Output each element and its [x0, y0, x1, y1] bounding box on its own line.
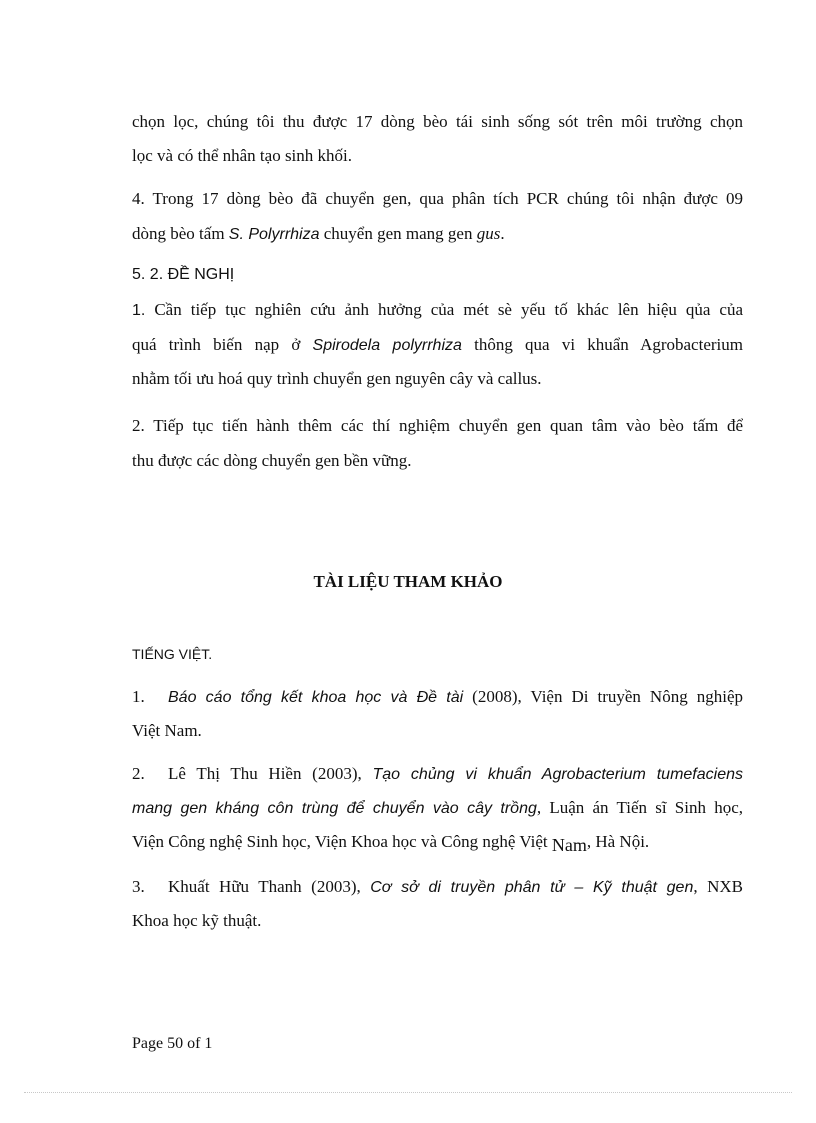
references-heading: TÀI LIỆU THAM KHẢO — [313, 572, 503, 591]
conclusion-4-line-1 — [132, 189, 743, 209]
reference-2-line-2 — [132, 798, 743, 818]
recommendation-2-line-1 — [132, 416, 743, 436]
section-title-recommendations: 5. 2. ĐỀ NGHỊ — [132, 266, 235, 283]
list-number: 1. — [132, 302, 146, 319]
text-run: 2. Tiếp tục tiến hành thêm các thí nghiệm chuyển gen quan tâm vào bèo tấm để — [132, 416, 743, 435]
reference-3-line-1 — [132, 877, 743, 897]
reference-number: 3. — [132, 877, 145, 896]
text-run: chọn lọc, chúng tôi thu được 17 dòng bèo tái sinh sống sót trên môi trường chọn — [132, 112, 743, 131]
text-run: Nam — [551, 835, 587, 855]
text-run: thu được các dòng chuyển gen bền vững. — [132, 451, 412, 470]
reference-1-line-2 — [132, 721, 743, 741]
reference-title: Báo cáo tổng kết khoa học và Đề tài — [168, 689, 464, 706]
text-run: , Hà Nội. — [586, 832, 650, 851]
page-footer: Page 50 of 1 — [132, 1035, 213, 1052]
recommendation-1-line-2 — [132, 335, 743, 355]
reference-number: 2. — [132, 764, 145, 783]
references-subheading: TIẾNG VIỆT. — [132, 646, 213, 662]
text-run: chuyển gen mang gen — [319, 224, 477, 243]
text-run: Khuất Hữu Thanh (2003), — [168, 877, 371, 896]
page-divider — [24, 1092, 792, 1093]
reference-1-line-1 — [132, 687, 743, 707]
species-name: Spirodela polyrrhiza — [312, 337, 462, 354]
gene-name: gus — [476, 224, 501, 243]
text-run: dòng bèo tấm — [132, 224, 229, 243]
text-run: , Luận án Tiến sĩ Sinh học, — [536, 798, 744, 817]
text-run: Lê Thị Thu Hiền (2003), — [168, 764, 373, 783]
text-run: Viện Công nghệ Sinh học, Viện Khoa học và Công nghệ Việt — [132, 832, 552, 851]
text-run: Cần tiếp tục nghiên cứu ảnh hưởng của mét sè yếu tố khác lên hiệu qủa của — [145, 300, 743, 319]
reference-2-line-1 — [132, 764, 743, 784]
text-run: . — [500, 224, 505, 243]
conclusion-4-line-2 — [132, 224, 743, 244]
conclusion-3-line-2 — [132, 146, 743, 166]
text-run: Khoa học kỹ thuật. — [132, 911, 262, 930]
recommendation-1-line-1 — [132, 300, 743, 320]
text-run: (2008), Viện Di truyền Nông nghiệp — [463, 687, 743, 706]
text-run: nhằm tối ưu hoá quy trình chuyển gen nguyên cây và callus. — [132, 369, 542, 388]
conclusion-3-line-1 — [132, 112, 743, 132]
reference-number: 1. — [132, 687, 145, 706]
text-run: Việt Nam. — [132, 721, 202, 740]
text-run: lọc và có thể nhân tạo sinh khối. — [132, 146, 353, 165]
recommendation-2-line-2 — [132, 451, 743, 471]
text-run: , NXB — [693, 877, 743, 896]
reference-3-line-2 — [132, 911, 743, 931]
reference-2-line-3 — [132, 831, 743, 853]
reference-title: Tạo chủng vi khuẩn Agrobacterium tumefaciens — [372, 766, 743, 783]
text-run: thông qua vi khuẩn Agrobacterium — [461, 335, 743, 354]
reference-title: mang gen kháng côn trùng để chuyển vào cây trồng — [132, 800, 537, 817]
text-run: quá trình biến nạp ở — [132, 335, 313, 354]
text-run: 4. Trong 17 dòng bèo đã chuyển gen, qua phân tích PCR chúng tôi nhận được 09 — [132, 189, 743, 208]
recommendation-1-line-3 — [132, 369, 743, 389]
species-name: S. Polyrrhiza — [228, 226, 320, 243]
reference-title: Cơ sở di truyền phân tử – Kỹ thuật gen — [370, 879, 694, 896]
